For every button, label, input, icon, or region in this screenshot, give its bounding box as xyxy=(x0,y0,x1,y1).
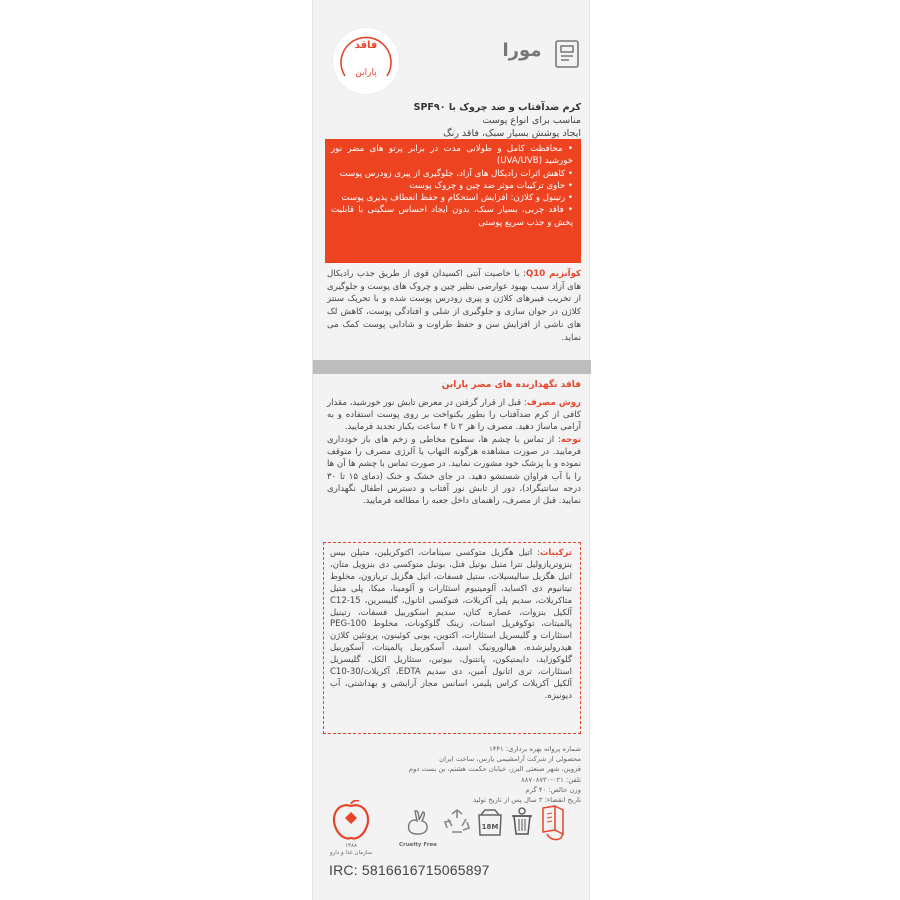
divider-band xyxy=(313,360,591,374)
product-subtitle: مناسب برای انواع پوست xyxy=(482,115,581,126)
paraben-free-badge xyxy=(333,28,399,94)
brand-logo-icon xyxy=(555,40,579,68)
badge-bottom-text: پارابن xyxy=(355,68,377,78)
period-label: 18M xyxy=(481,823,499,831)
manufacturer-info xyxy=(333,744,581,805)
product-box xyxy=(312,0,590,900)
ingredients-box xyxy=(323,542,581,734)
phone: تلفن: ۰۲۱-۸۸۷۰۸۷۳۰ xyxy=(521,775,581,784)
usage-paragraph xyxy=(327,397,581,433)
caution-paragraph xyxy=(327,434,581,507)
health-authority-logo-icon xyxy=(329,800,373,842)
net-weight: وزن خالص: ۴۰ گرم xyxy=(525,785,581,794)
badge-ring-icon xyxy=(333,28,399,94)
q10-label: کوآنزیم Q10 xyxy=(525,269,581,279)
feature-item: • فاقد چربی، بسیار سبک، بدون ایجاد احساس سنگینی با قابلیت پخش و جذب سریع پوستی xyxy=(331,205,573,228)
caution-text: : از تماس با چشم ها، سطوح مخاطی و زخم های باز خودداری فرمایید. در صورت مشاهده هرگونه التهاب یا آلرژی مصرف را متوقف نموده و با پزشک خود مشورت نمایید. در صورت تماس با چشم ها آن ها را با آب فراوان شستشو دهید. در جای خشک و خنک (دمای ۱۵ تا ۳۰ درجه سانتیگراد)، دور از تابش نور آفتاب و دسترس اطفال نگهداری نمایید. قبل از مصرف، راهنمای داخل جعبه را مطالعه فرمایید. xyxy=(327,435,581,506)
feature-item: • حاوی ترکیبات موثر ضد چین و چروک پوست xyxy=(409,180,573,191)
badge-top-text: فاقد xyxy=(354,40,378,51)
feature-item: • رتینول و کلاژن: افزایش استحکام و حفظ انعطاف پذیری پوست xyxy=(341,193,573,204)
q10-paragraph xyxy=(327,268,581,344)
usage-label: روش مصرف xyxy=(526,398,581,408)
read-instructions-icon xyxy=(539,804,567,844)
manufacturer: محصولی از شرکت آرامشیمی پارس، ساخت ایران xyxy=(439,755,581,764)
health-label: سازمان غذا و دارو xyxy=(329,850,373,856)
feature-item: • کاهش اثرات رادیکال های آزاد، جلوگیری از پیری زودرس پوست xyxy=(339,168,573,179)
q10-text: : با خاصیت آنتی اکسیدان قوی از طریق جذب رادیکال های آزاد سبب بهبود عوارضی نظیر چین و چروک های پوست و جلوگیری از تخریب فیبرهای کلاژن و پیری زودرس پوست شده و با تحریک سنتز کلاژن در جوان سازی و جلوگیری از شلی و افتادگی پوست، کاهش لک های ناشی از افزایش سن و حفظ طراوت و شادابی پوست کمک می نماید. xyxy=(327,269,581,343)
product-tagline: ایجاد پوشش بسیار سبک، فاقد رنگ xyxy=(443,128,581,139)
license-number: شماره پروانه بهره برداری: ۱۴۴۱ xyxy=(489,745,581,753)
paraben-free-note: فاقد نگهدارنده های مضر پارابن xyxy=(441,380,581,390)
health-year: ۱۳۸۸ xyxy=(345,843,357,849)
cruelty-free-bunny-icon xyxy=(403,808,433,840)
product-titles xyxy=(335,101,581,140)
usage-text: : قبل از قرار گرفتن در معرض تابش نور خورشید، مقدار کافی از کرم ضدآفتاب را بطور یکنواخت بر روی پوست استفاده و به آرامی ماساژ دهید. مصرف را هر ۲ تا ۴ ساعت یکبار تجدید فرمایید. xyxy=(327,398,581,433)
address: قزوین، شهر صنعتی البرز، خیابان حکمت هشتم، بن بست دوم xyxy=(408,765,581,774)
irc-code: IRC: 5816616715065897 xyxy=(329,862,490,878)
product-title: کرم ضدآفتاب و ضد چروک با SPF۹۰ xyxy=(413,102,581,113)
symbols-row xyxy=(313,800,591,860)
caution-label: توجه xyxy=(560,435,581,446)
ingredients-label: ترکیبات xyxy=(539,548,572,558)
dispose-bin-icon xyxy=(509,806,535,838)
expiry: تاریخ انقضاء: ۳ سال پس از تاریخ تولید xyxy=(472,796,581,805)
ingredients-text: : اتیل هگزیل متوکسی سینامات، اکتوکریلین، متیلن بیس بنزوتریازولیل تترا متیل بوتیل فنل، بوتیل متوکسی دی بنزویل متان، اتیل هگزیل سالیسیلات، ستیل فسفات، اتیل هگزیل تریازون، مخلوط تیتانیوم دی اکساید، آلومینیوم استئارات و آلومینا، میکا، پلی متیل متاکریلات، سدیم پلی آکریلات، فنوکسی اتانول، گلیسرین، C12-15 آلکیل بنزوات، عصاره کتان، سدیم اسکوربیل فسفات، رتینیل پالمیتات، توکوفریل استات، زینک گلوکونات، مخلوط PEG-100 استئارات و گلیسریل استئارات، اکتوین، یوبی کوئینون، پروتئین کلاژن هیدرولیزشده، هیالورونیک اسید، آسکوربیل پالمیتات، آسکوربیل گلوکوزاید، دایمتیکون، پانتنول، بیوتین، ستئاریل الکل، گلیسریل استئارات، تری اتانول آمین، دی سدیم EDTA، آکریلات/C10-30 آلکیل آکریلات کراس پلیمر، اسانس مجاز آرایشی و بهداشتی، آب دیونیزه. xyxy=(330,548,572,701)
cruelty-free-label: Cruelty Free xyxy=(399,842,437,848)
recycle-icon xyxy=(443,808,471,836)
brand-logo-text: مورا xyxy=(502,40,542,61)
usage-section xyxy=(327,397,581,508)
features-panel xyxy=(325,139,581,263)
feature-item: • محافظت کامل و طولانی مدت در برابر پرتو های مضر نور خورشید (UVA/UVB) xyxy=(331,144,573,167)
